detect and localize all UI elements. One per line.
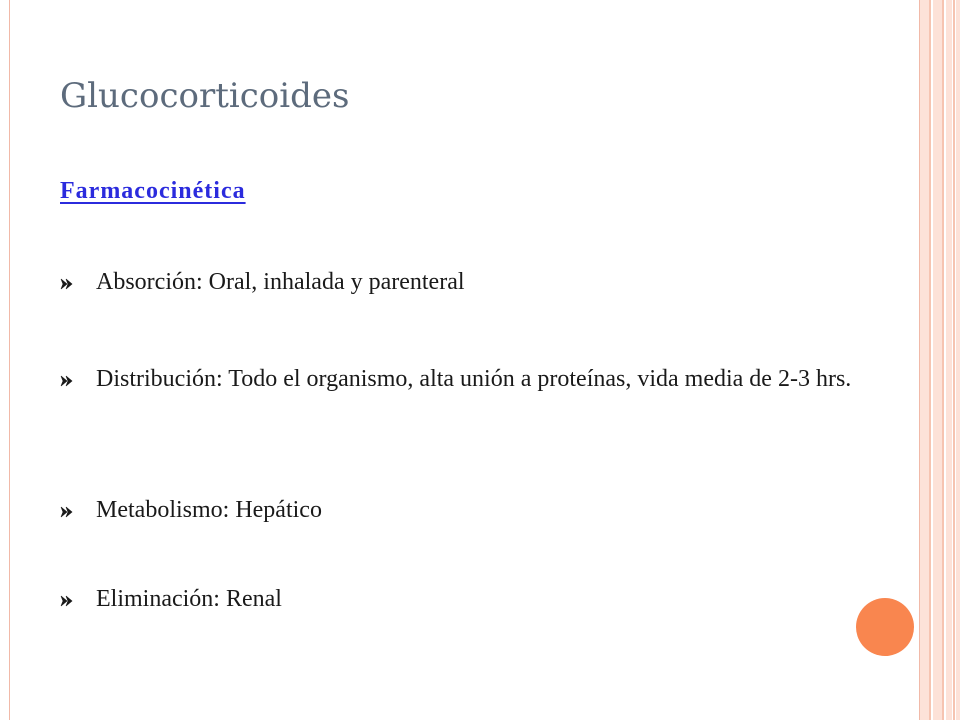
list-item [60, 583, 282, 616]
stripe [946, 0, 952, 720]
decorative-stripes [920, 0, 960, 720]
slide-title: Glucocorticoides [60, 76, 350, 116]
stripe [953, 0, 955, 720]
bullet-text: Distribución: Todo el organismo, alta unión a proteínas, vida media de 2-3 hrs. [96, 366, 852, 392]
stripe [920, 0, 929, 720]
stripe [929, 0, 931, 720]
arrow-bullet-icon [60, 375, 74, 387]
subtitle-link[interactable]: Farmacocinética [60, 178, 246, 204]
bullet-text: Absorción: Oral, inhalada y parenteral [96, 269, 465, 295]
bullet-text: Metabolismo: Hepático [96, 497, 322, 523]
bullet-text: Eliminación: Renal [96, 586, 282, 612]
list-item [60, 266, 465, 299]
stripe [933, 0, 942, 720]
list-item [60, 494, 322, 527]
arrow-bullet-icon [60, 595, 74, 607]
stripe [942, 0, 944, 720]
list-item [60, 363, 851, 396]
arrow-bullet-icon [60, 278, 74, 290]
arrow-bullet-icon [60, 506, 74, 518]
stripe [956, 0, 960, 720]
orange-circle-decoration [856, 598, 914, 656]
